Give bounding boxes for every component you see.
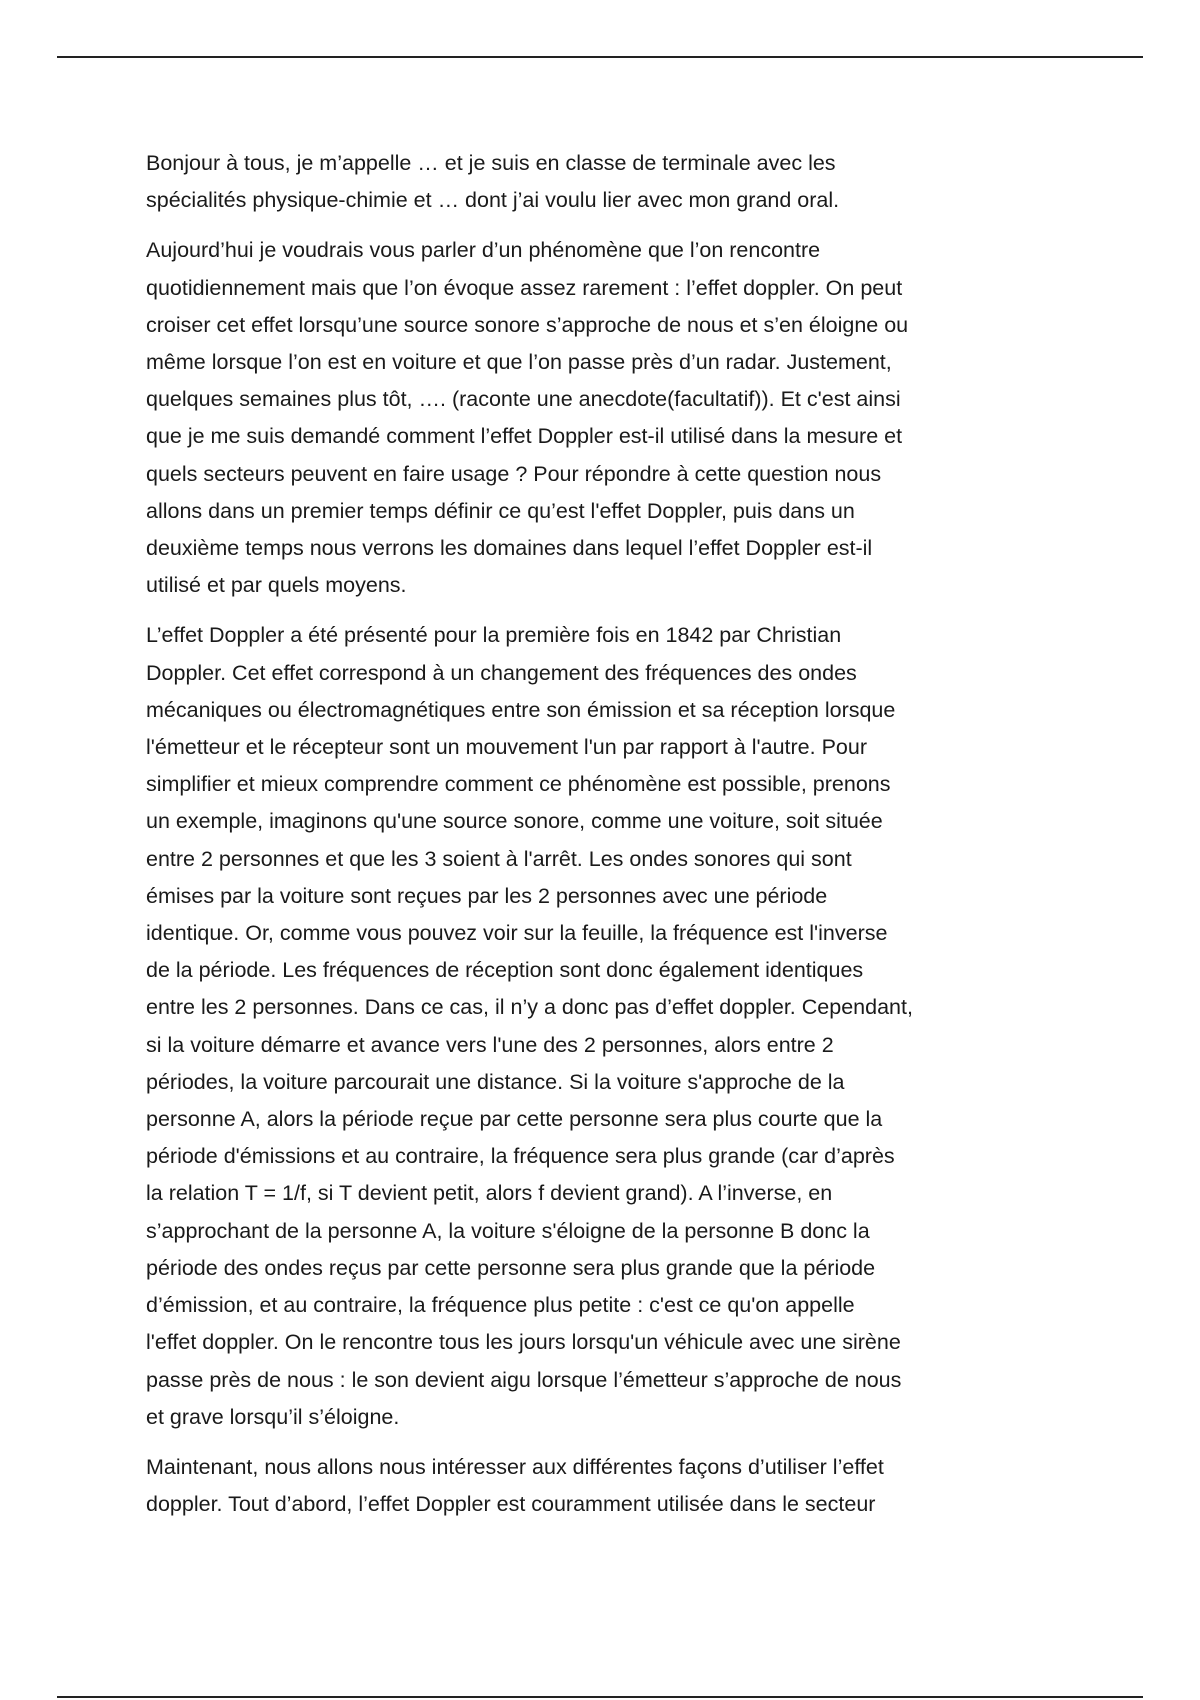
text-line: entre les 2 personnes. Dans ce cas, il n’y a donc pas d’effet doppler. Cependant, bbox=[146, 995, 913, 1020]
bottom-rule bbox=[57, 1696, 1143, 1698]
paragraph-applications bbox=[146, 1449, 1056, 1523]
text-line: passe près de nous : le son devient aigu lorsque l’émetteur s’approche de nous bbox=[146, 1367, 902, 1392]
text-line: entre 2 personnes et que les 3 soient à l'arrêt. Les ondes sonores qui sont bbox=[146, 846, 852, 871]
paragraph-definition bbox=[146, 617, 1056, 1435]
paragraph-intro bbox=[146, 145, 1056, 219]
text-line: la relation T = 1/f, si T devient petit, alors f devient grand). A l’inverse, en bbox=[146, 1181, 833, 1206]
text-line: Doppler. Cet effet correspond à un changement des fréquences des ondes bbox=[146, 660, 857, 685]
text-line: croiser cet effet lorsqu’une source sonore s’approche de nous et s’en éloigne ou bbox=[146, 312, 909, 337]
text-line: Aujourd’hui je voudrais vous parler d’un phénomène que l’on rencontre bbox=[146, 238, 821, 263]
top-rule bbox=[57, 56, 1143, 58]
text-line: simplifier et mieux comprendre comment ce phénomène est possible, prenons bbox=[146, 772, 891, 797]
text-line: mécaniques ou électromagnétiques entre son émission et sa réception lorsque bbox=[146, 697, 896, 722]
text-line: spécialités physique-chimie et … dont j’ai voulu lier avec mon grand oral. bbox=[146, 188, 840, 213]
text-line: si la voiture démarre et avance vers l'une des 2 personnes, alors entre 2 bbox=[146, 1032, 834, 1057]
text-line: que je me suis demandé comment l’effet Doppler est-il utilisé dans la mesure et bbox=[146, 424, 903, 449]
text-line: Maintenant, nous allons nous intéresser aux différentes façons d’utiliser l’effet bbox=[146, 1454, 884, 1479]
text-line: même lorsque l’on est en voiture et que l’on passe près d’un radar. Justement, bbox=[146, 350, 892, 375]
text-line: s’approchant de la personne A, la voiture s'éloigne de la personne B donc la bbox=[146, 1218, 870, 1243]
text-line: périodes, la voiture parcourait une distance. Si la voiture s'approche de la bbox=[146, 1069, 845, 1094]
paragraph-problematique bbox=[146, 232, 1056, 604]
text-line: Bonjour à tous, je m’appelle … et je suis en classe de terminale avec les bbox=[146, 151, 836, 175]
text-line: quotidiennement mais que l’on évoque assez rarement : l’effet doppler. On peut bbox=[146, 275, 903, 300]
text-line: période d'émissions et au contraire, la fréquence sera plus grande (car d’après bbox=[146, 1144, 895, 1169]
text-line: l'émetteur et le récepteur sont un mouvement l'un par rapport à l'autre. Pour bbox=[146, 735, 868, 760]
text-line: période des ondes reçus par cette personne sera plus grande que la période bbox=[146, 1255, 876, 1280]
text-line: l'effet doppler. On le rencontre tous les jours lorsqu'un véhicule avec une sirène bbox=[146, 1330, 901, 1355]
text-line: utilisé et par quels moyens. bbox=[146, 573, 407, 598]
text-line: de la période. Les fréquences de réception sont donc également identiques bbox=[146, 958, 864, 983]
text-line: L’effet Doppler a été présenté pour la première fois en 1842 par Christian bbox=[146, 623, 842, 648]
document-body bbox=[146, 145, 1056, 1536]
text-line: deuxième temps nous verrons les domaines dans lequel l’effet Doppler est-il bbox=[146, 536, 873, 561]
text-line: allons dans un premier temps définir ce qu’est l'effet Doppler, puis dans un bbox=[146, 498, 855, 523]
text-line: d’émission, et au contraire, la fréquence plus petite : c'est ce qu'on appelle bbox=[146, 1293, 855, 1318]
text-line: personne A, alors la période reçue par cette personne sera plus courte que la bbox=[146, 1107, 883, 1132]
text-line: un exemple, imaginons qu'une source sonore, comme une voiture, soit située bbox=[146, 809, 883, 834]
text-line: quelques semaines plus tôt, …. (raconte une anecdote(facultatif)). Et c'est ainsi bbox=[146, 387, 901, 412]
text-line: identique. Or, comme vous pouvez voir sur la feuille, la fréquence est l'inverse bbox=[146, 921, 888, 946]
text-line: émises par la voiture sont reçues par les 2 personnes avec une période bbox=[146, 883, 828, 908]
text-line: et grave lorsqu’il s’éloigne. bbox=[146, 1404, 400, 1429]
text-line: doppler. Tout d’abord, l’effet Doppler est couramment utilisée dans le secteur bbox=[146, 1492, 876, 1517]
text-line: quels secteurs peuvent en faire usage ? Pour répondre à cette question nous bbox=[146, 461, 882, 486]
